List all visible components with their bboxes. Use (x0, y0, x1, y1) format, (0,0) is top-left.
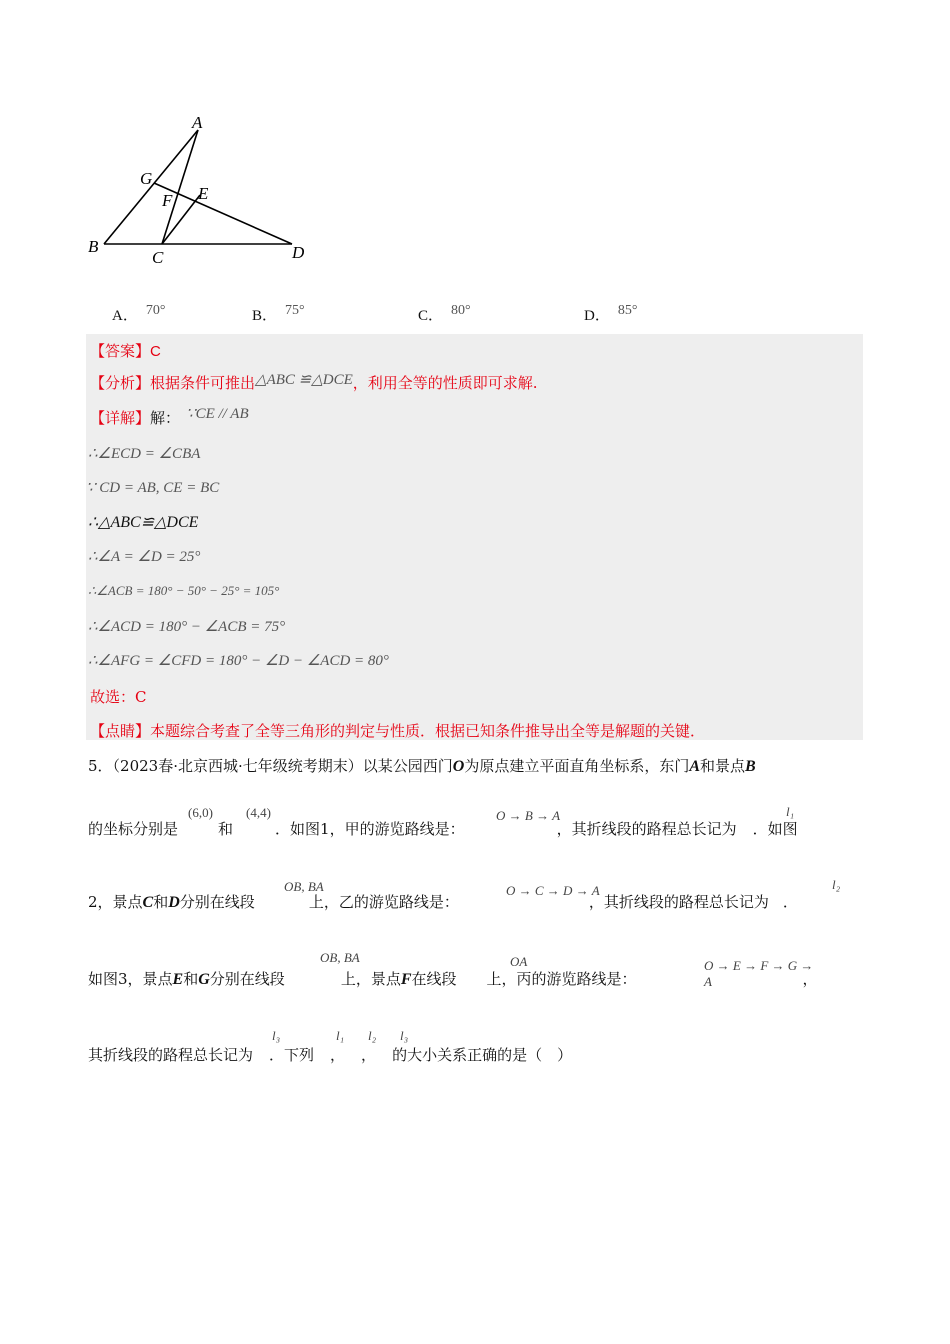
option-b[interactable]: B． 75° (252, 303, 305, 324)
detail-line: 【详解】解： ∵CE // AB (90, 406, 249, 427)
label-A: A (192, 113, 203, 132)
option-a[interactable]: A． 70° (112, 303, 166, 324)
segment-AC (162, 130, 198, 244)
option-c[interactable]: C． 80° (418, 303, 471, 324)
triangle-figure (80, 108, 320, 268)
step-5: ∴∠ACB = 180° − 50° − 25° = 105° (88, 583, 280, 598)
question-line-2: 的坐标分别是 (6,0) 和 (4,4) ．如图1，甲的游览路线是： O → B → A ，其折线段的路程总长记为 l₁ ．如图 (88, 804, 798, 838)
label-B: B (88, 237, 99, 256)
label-F: F (162, 191, 173, 210)
step-2: ∵ CD = AB, CE = BC (86, 480, 220, 496)
comment-line: 【点睛】本题综合考查了全等三角形的判定与性质．根据已知条件推导出全等是解题的关键． (90, 722, 706, 740)
label-D: D (292, 243, 305, 262)
solution-block (86, 334, 863, 740)
choose-line: 故选：C (90, 688, 147, 706)
question-line-5: 其折线段的路程总长记为 l₃ ．下列 l₁ ， l₂ ， l₃ 的大小关系正确的是（ ） (88, 1028, 573, 1064)
step-7: ∴∠AFG = ∠CFD = 180° − ∠D − ∠ACD = 80° (88, 653, 389, 669)
step-4: ∴∠A = ∠D = 25° (88, 549, 201, 565)
option-d[interactable]: D． 85° (584, 303, 638, 324)
step-6: ∴∠ACD = 180° − ∠ACB = 75° (88, 619, 286, 635)
analysis-line: 【分析】根据条件可推出△ABC ≌△DCE，利用全等的性质即可求解. (90, 372, 538, 392)
question-line-1: 5．（2023春·北京西城·七年级统考期末）以某公园西门O为原点建立平面直角坐标系，东门A和景点B (88, 757, 756, 775)
label-E: E (198, 184, 209, 203)
step-3: ∴△ABC≌△DCE (88, 514, 199, 531)
question-line-3: 2，景点C和D分别在线段 OB, BA 上，乙的游览路线是： O → C → D → A ，其折线段的路程总长记为 l₂ ． (88, 877, 841, 911)
label-C: C (152, 248, 164, 267)
step-1: ∴∠ECD = ∠CBA (88, 446, 201, 462)
label-G: G (140, 169, 153, 188)
answer-line: 【答案】C (90, 342, 161, 360)
question-line-4: 如图3，景点E和G分别在线段 OB, BA 上，景点F在线段 OA 上，丙的游览路线是： O → E → F → G → A ， (88, 950, 818, 989)
segment-GD (154, 183, 292, 244)
